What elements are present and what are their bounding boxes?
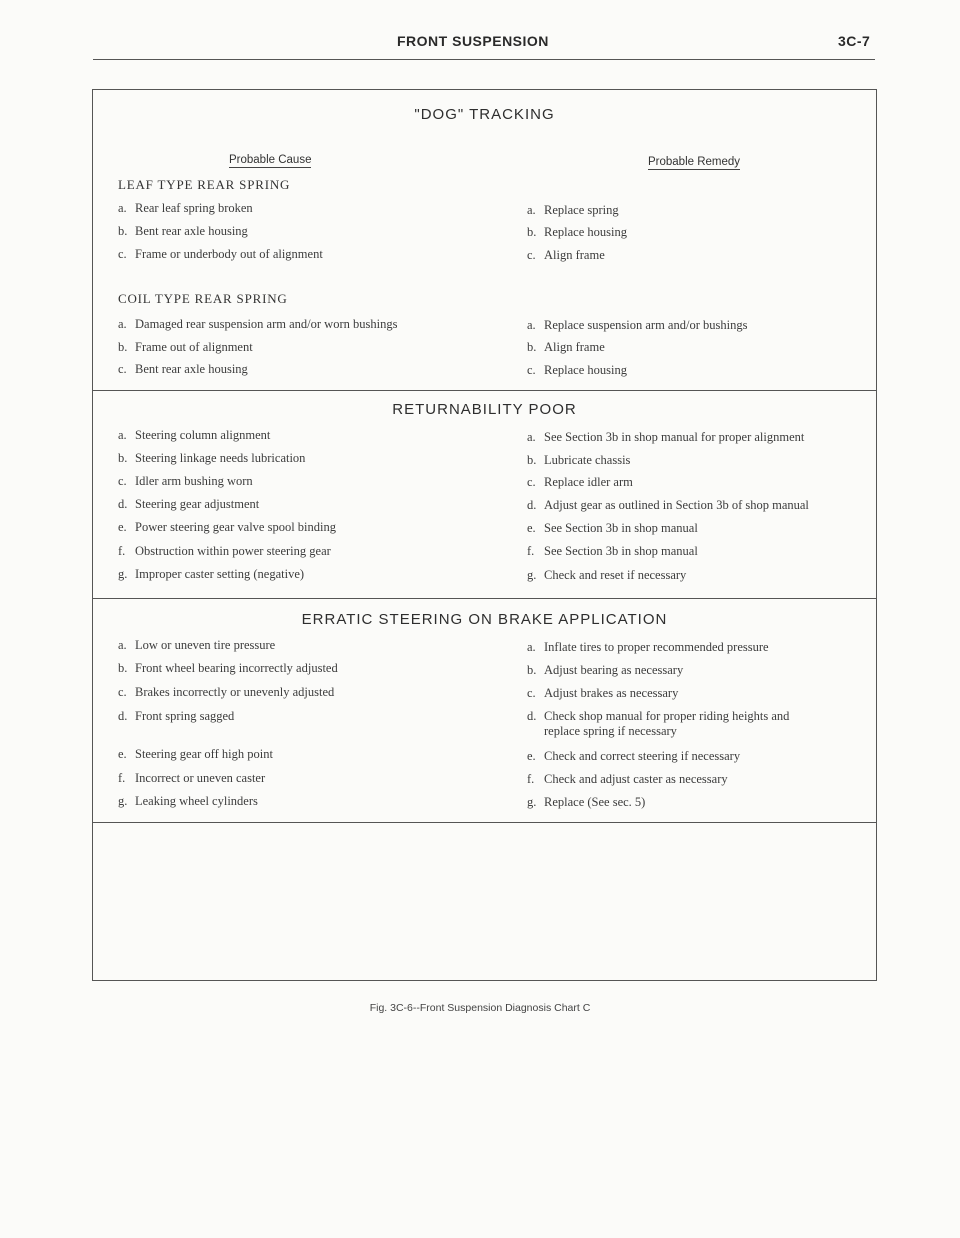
item-text: Idler arm bushing worn	[135, 474, 253, 488]
remedy-item	[527, 686, 678, 701]
cause-item	[118, 709, 234, 724]
item-text: Replace idler arm	[544, 475, 633, 489]
column-header-probable-remedy: Probable Remedy	[648, 156, 741, 168]
item-text: Align frame	[544, 248, 605, 262]
item-letter: b.	[118, 224, 128, 238]
item-text: Adjust bearing as necessary	[544, 663, 684, 677]
cause-item	[118, 544, 331, 559]
remedy-item	[527, 340, 605, 355]
item-letter: e.	[118, 520, 127, 534]
item-letter: g.	[118, 794, 128, 808]
remedy-item	[527, 772, 728, 787]
item-letter: b.	[527, 225, 537, 239]
item-letter: g.	[118, 567, 128, 581]
column-header-probable-cause: Probable Cause	[229, 154, 312, 166]
cause-item	[118, 428, 270, 443]
item-text: Check and correct steering if necessary	[544, 749, 741, 763]
remedy-item	[527, 430, 804, 445]
cause-item	[118, 497, 259, 512]
page-header-title: FRONT SUSPENSION	[397, 33, 549, 49]
item-text: Obstruction within power steering gear	[135, 544, 331, 558]
section-title-dog-tracking: "DOG" TRACKING	[414, 106, 555, 123]
item-letter: c.	[118, 247, 127, 261]
cause-item	[118, 474, 253, 489]
remedy-item	[527, 749, 740, 764]
remedy-item	[527, 203, 619, 218]
page-number: 3C-7	[838, 33, 871, 49]
item-letter: b.	[527, 663, 537, 677]
remedy-item	[527, 318, 747, 333]
item-text: Rear leaf spring broken	[135, 201, 253, 215]
item-text: Check shop manual for proper riding heights and	[544, 709, 790, 723]
item-letter: b.	[527, 340, 537, 354]
remedy-item	[527, 225, 627, 240]
cause-item	[118, 340, 253, 355]
item-letter: a.	[118, 201, 127, 215]
item-text: Steering gear adjustment	[135, 497, 260, 511]
item-text: Frame or underbody out of alignment	[135, 247, 323, 261]
item-letter: d.	[118, 709, 128, 723]
item-text: Adjust gear as outlined in Section 3b of shop manual	[544, 498, 809, 512]
remedy-item	[527, 498, 809, 513]
diagnosis-chart-box	[92, 89, 877, 981]
section-divider	[92, 822, 877, 823]
item-text: Bent rear axle housing	[135, 362, 248, 376]
cause-item	[118, 567, 304, 582]
item-text: See Section 3b in shop manual for proper alignment	[544, 430, 805, 444]
item-letter: c.	[527, 475, 536, 489]
item-letter: c.	[527, 686, 536, 700]
header-rule	[93, 59, 875, 60]
item-letter: c.	[527, 363, 536, 377]
cause-item	[118, 747, 273, 762]
remedy-item	[527, 453, 630, 468]
item-text: See Section 3b in shop manual	[544, 544, 698, 558]
item-text: Replace suspension arm and/or bushings	[544, 318, 748, 332]
cause-item	[118, 520, 336, 535]
item-text: Front wheel bearing incorrectly adjusted	[135, 661, 338, 675]
item-letter: c.	[527, 248, 536, 262]
item-letter: c.	[118, 685, 127, 699]
section-title-erratic-steering: ERRATIC STEERING ON BRAKE APPLICATION	[301, 611, 668, 628]
cause-item	[118, 661, 338, 676]
item-letter: a.	[527, 430, 536, 444]
remedy-item	[527, 544, 698, 559]
item-text: Bent rear axle housing	[135, 224, 248, 238]
item-text: Steering linkage needs lubrication	[135, 451, 306, 465]
cause-item	[118, 451, 305, 466]
item-letter: e.	[527, 521, 536, 535]
item-letter: d.	[118, 497, 128, 511]
item-letter: f.	[527, 544, 535, 558]
item-text: Low or uneven tire pressure	[135, 638, 276, 652]
item-letter: g.	[527, 568, 537, 582]
item-text-continued: replace spring if necessary	[544, 724, 677, 738]
item-letter: a.	[118, 317, 127, 331]
item-letter: d.	[527, 498, 537, 512]
item-letter: g.	[527, 795, 537, 809]
item-text: Incorrect or uneven caster	[135, 771, 266, 785]
item-letter: a.	[118, 638, 127, 652]
item-letter: b.	[118, 661, 128, 675]
item-letter: a.	[527, 318, 536, 332]
cause-item	[118, 317, 397, 332]
remedy-item	[527, 568, 686, 583]
remedy-item	[527, 663, 683, 678]
item-text: Improper caster setting (negative)	[135, 567, 305, 581]
item-text: Align frame	[544, 340, 605, 354]
remedy-item	[527, 795, 645, 810]
item-text: Steering gear off high point	[135, 747, 273, 761]
item-text: Replace (See sec. 5)	[544, 795, 646, 809]
cause-item	[118, 638, 275, 653]
cause-item	[118, 201, 253, 216]
figure-caption: Fig. 3C-6--Front Suspension Diagnosis Chart C	[369, 1002, 591, 1014]
item-letter: f.	[118, 771, 126, 785]
cause-item	[118, 247, 323, 262]
item-text: Lubricate chassis	[544, 453, 631, 467]
cause-item	[118, 362, 248, 377]
cause-item	[118, 794, 258, 809]
section-divider	[92, 598, 877, 599]
item-text: Check and adjust caster as necessary	[544, 772, 728, 786]
item-letter: b.	[118, 451, 128, 465]
cause-item	[118, 224, 248, 239]
item-text: Damaged rear suspension arm and/or worn bushings	[135, 317, 398, 331]
remedy-item	[527, 709, 789, 739]
cause-item	[118, 685, 334, 700]
remedy-item	[527, 521, 698, 536]
remedy-item	[527, 475, 633, 490]
item-text: Power steering gear valve spool binding	[135, 520, 336, 534]
item-letter: e.	[527, 749, 536, 763]
item-letter: a.	[527, 640, 536, 654]
cause-item	[118, 771, 265, 786]
item-letter: a.	[527, 203, 536, 217]
item-text: Replace spring	[544, 203, 619, 217]
item-letter: b.	[527, 453, 537, 467]
item-text: Frame out of alignment	[135, 340, 253, 354]
item-letter: b.	[118, 340, 128, 354]
item-text: Steering column alignment	[135, 428, 271, 442]
subheading-coil-spring: COIL TYPE REAR SPRING	[118, 291, 288, 306]
item-text: Leaking wheel cylinders	[135, 794, 258, 808]
item-letter: c.	[118, 474, 127, 488]
item-text: Replace housing	[544, 363, 627, 377]
item-text: Front spring sagged	[135, 709, 235, 723]
item-text: Brakes incorrectly or unevenly adjusted	[135, 685, 335, 699]
item-text: See Section 3b in shop manual	[544, 521, 698, 535]
item-letter: d.	[527, 709, 537, 723]
remedy-item	[527, 248, 605, 263]
item-letter: e.	[118, 747, 127, 761]
item-text: Inflate tires to proper recommended pressure	[544, 640, 769, 654]
subheading-leaf-spring: LEAF TYPE REAR SPRING	[118, 177, 291, 192]
remedy-item	[527, 363, 627, 378]
item-text: Adjust brakes as necessary	[544, 686, 679, 700]
item-text: Replace housing	[544, 225, 627, 239]
item-letter: c.	[118, 362, 127, 376]
section-divider	[92, 390, 877, 391]
item-letter: a.	[118, 428, 127, 442]
remedy-item	[527, 640, 769, 655]
item-letter: f.	[527, 772, 535, 786]
item-text: Check and reset if necessary	[544, 568, 687, 582]
section-title-returnability: RETURNABILITY POOR	[392, 401, 577, 418]
item-letter: f.	[118, 544, 126, 558]
